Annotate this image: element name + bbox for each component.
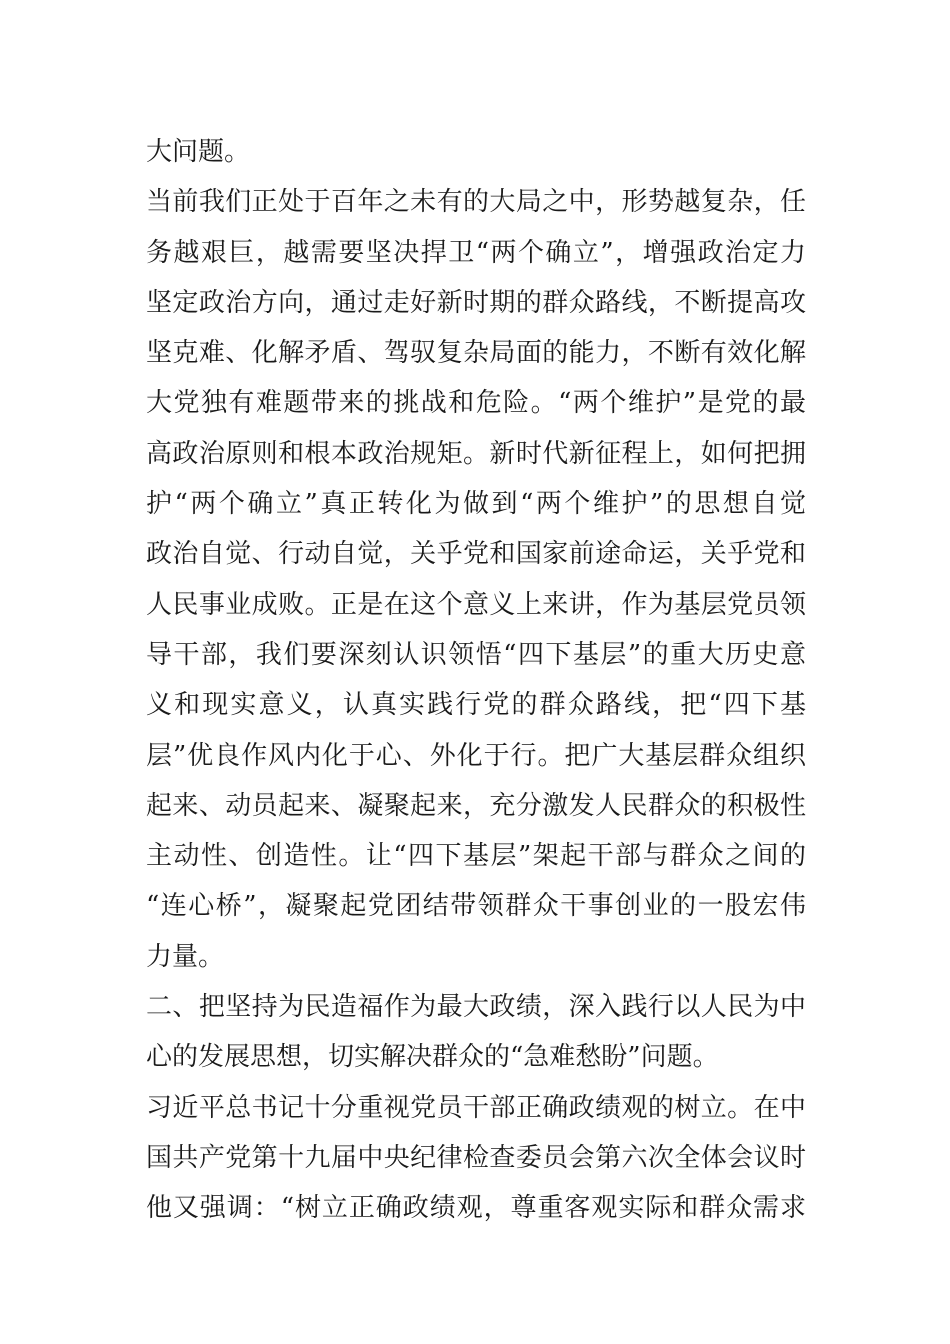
text-line: 二、把坚持为民造福作为最大政绩，深入践行以人民为中 bbox=[146, 992, 806, 1023]
text-line: 国共产党第十九届中央纪律检查委员会第六次全体会议时 bbox=[146, 1142, 806, 1173]
text-line: 人民事业成败。正是在这个意义上来讲，作为基层党员领 bbox=[146, 589, 806, 620]
text-line: 义和现实意义，认真实践行党的群众路线，把“四下基 bbox=[146, 690, 806, 721]
document-body bbox=[146, 127, 806, 1234]
text-line: 心的发展思想，切实解决群众的“急难愁盼”问题。 bbox=[146, 1042, 719, 1073]
text-line: 护“两个确立”真正转化为做到“两个维护”的思想自觉 bbox=[146, 489, 806, 520]
text-line: 起来、动员起来、凝聚起来，充分激发人民群众的积极性 bbox=[146, 790, 806, 821]
text-line: 主动性、创造性。让“四下基层”架起干部与群众之间的 bbox=[146, 841, 806, 872]
text-line: 坚克难、化解矛盾、驾驭复杂局面的能力，不断有效化解 bbox=[146, 338, 806, 369]
text-line: “连心桥”，凝聚起党团结带领群众干事创业的一股宏伟 bbox=[146, 891, 806, 922]
text-line: 导干部，我们要深刻认识领悟“四下基层”的重大历史意 bbox=[146, 639, 806, 670]
text-line: 层”优良作风内化于心、外化于行。把广大基层群众组织 bbox=[146, 740, 806, 771]
text-line: 高政治原则和根本政治规矩。新时代新征程上，如何把拥 bbox=[146, 438, 806, 469]
text-line: 习近平总书记十分重视党员干部正确政绩观的树立。在中 bbox=[146, 1092, 806, 1123]
text-line: 政治自觉、行动自觉，关乎党和国家前途命运，关乎党和 bbox=[146, 539, 806, 570]
text-line: 务越艰巨，越需要坚决捍卫“两个确立”，增强政治定力 bbox=[146, 237, 806, 268]
text-line: 大党独有难题带来的挑战和危险。“两个维护”是党的最 bbox=[146, 388, 806, 419]
text-line: 力量。 bbox=[146, 941, 225, 972]
text-line: 当前我们正处于百年之未有的大局之中，形势越复杂，任 bbox=[146, 187, 806, 218]
text-line: 大问题。 bbox=[146, 137, 251, 167]
text-line: 坚定政治方向，通过走好新时期的群众路线，不断提高攻 bbox=[146, 287, 806, 318]
text-line: 他又强调：“树立正确政绩观，尊重客观实际和群众需求 bbox=[146, 1193, 806, 1224]
